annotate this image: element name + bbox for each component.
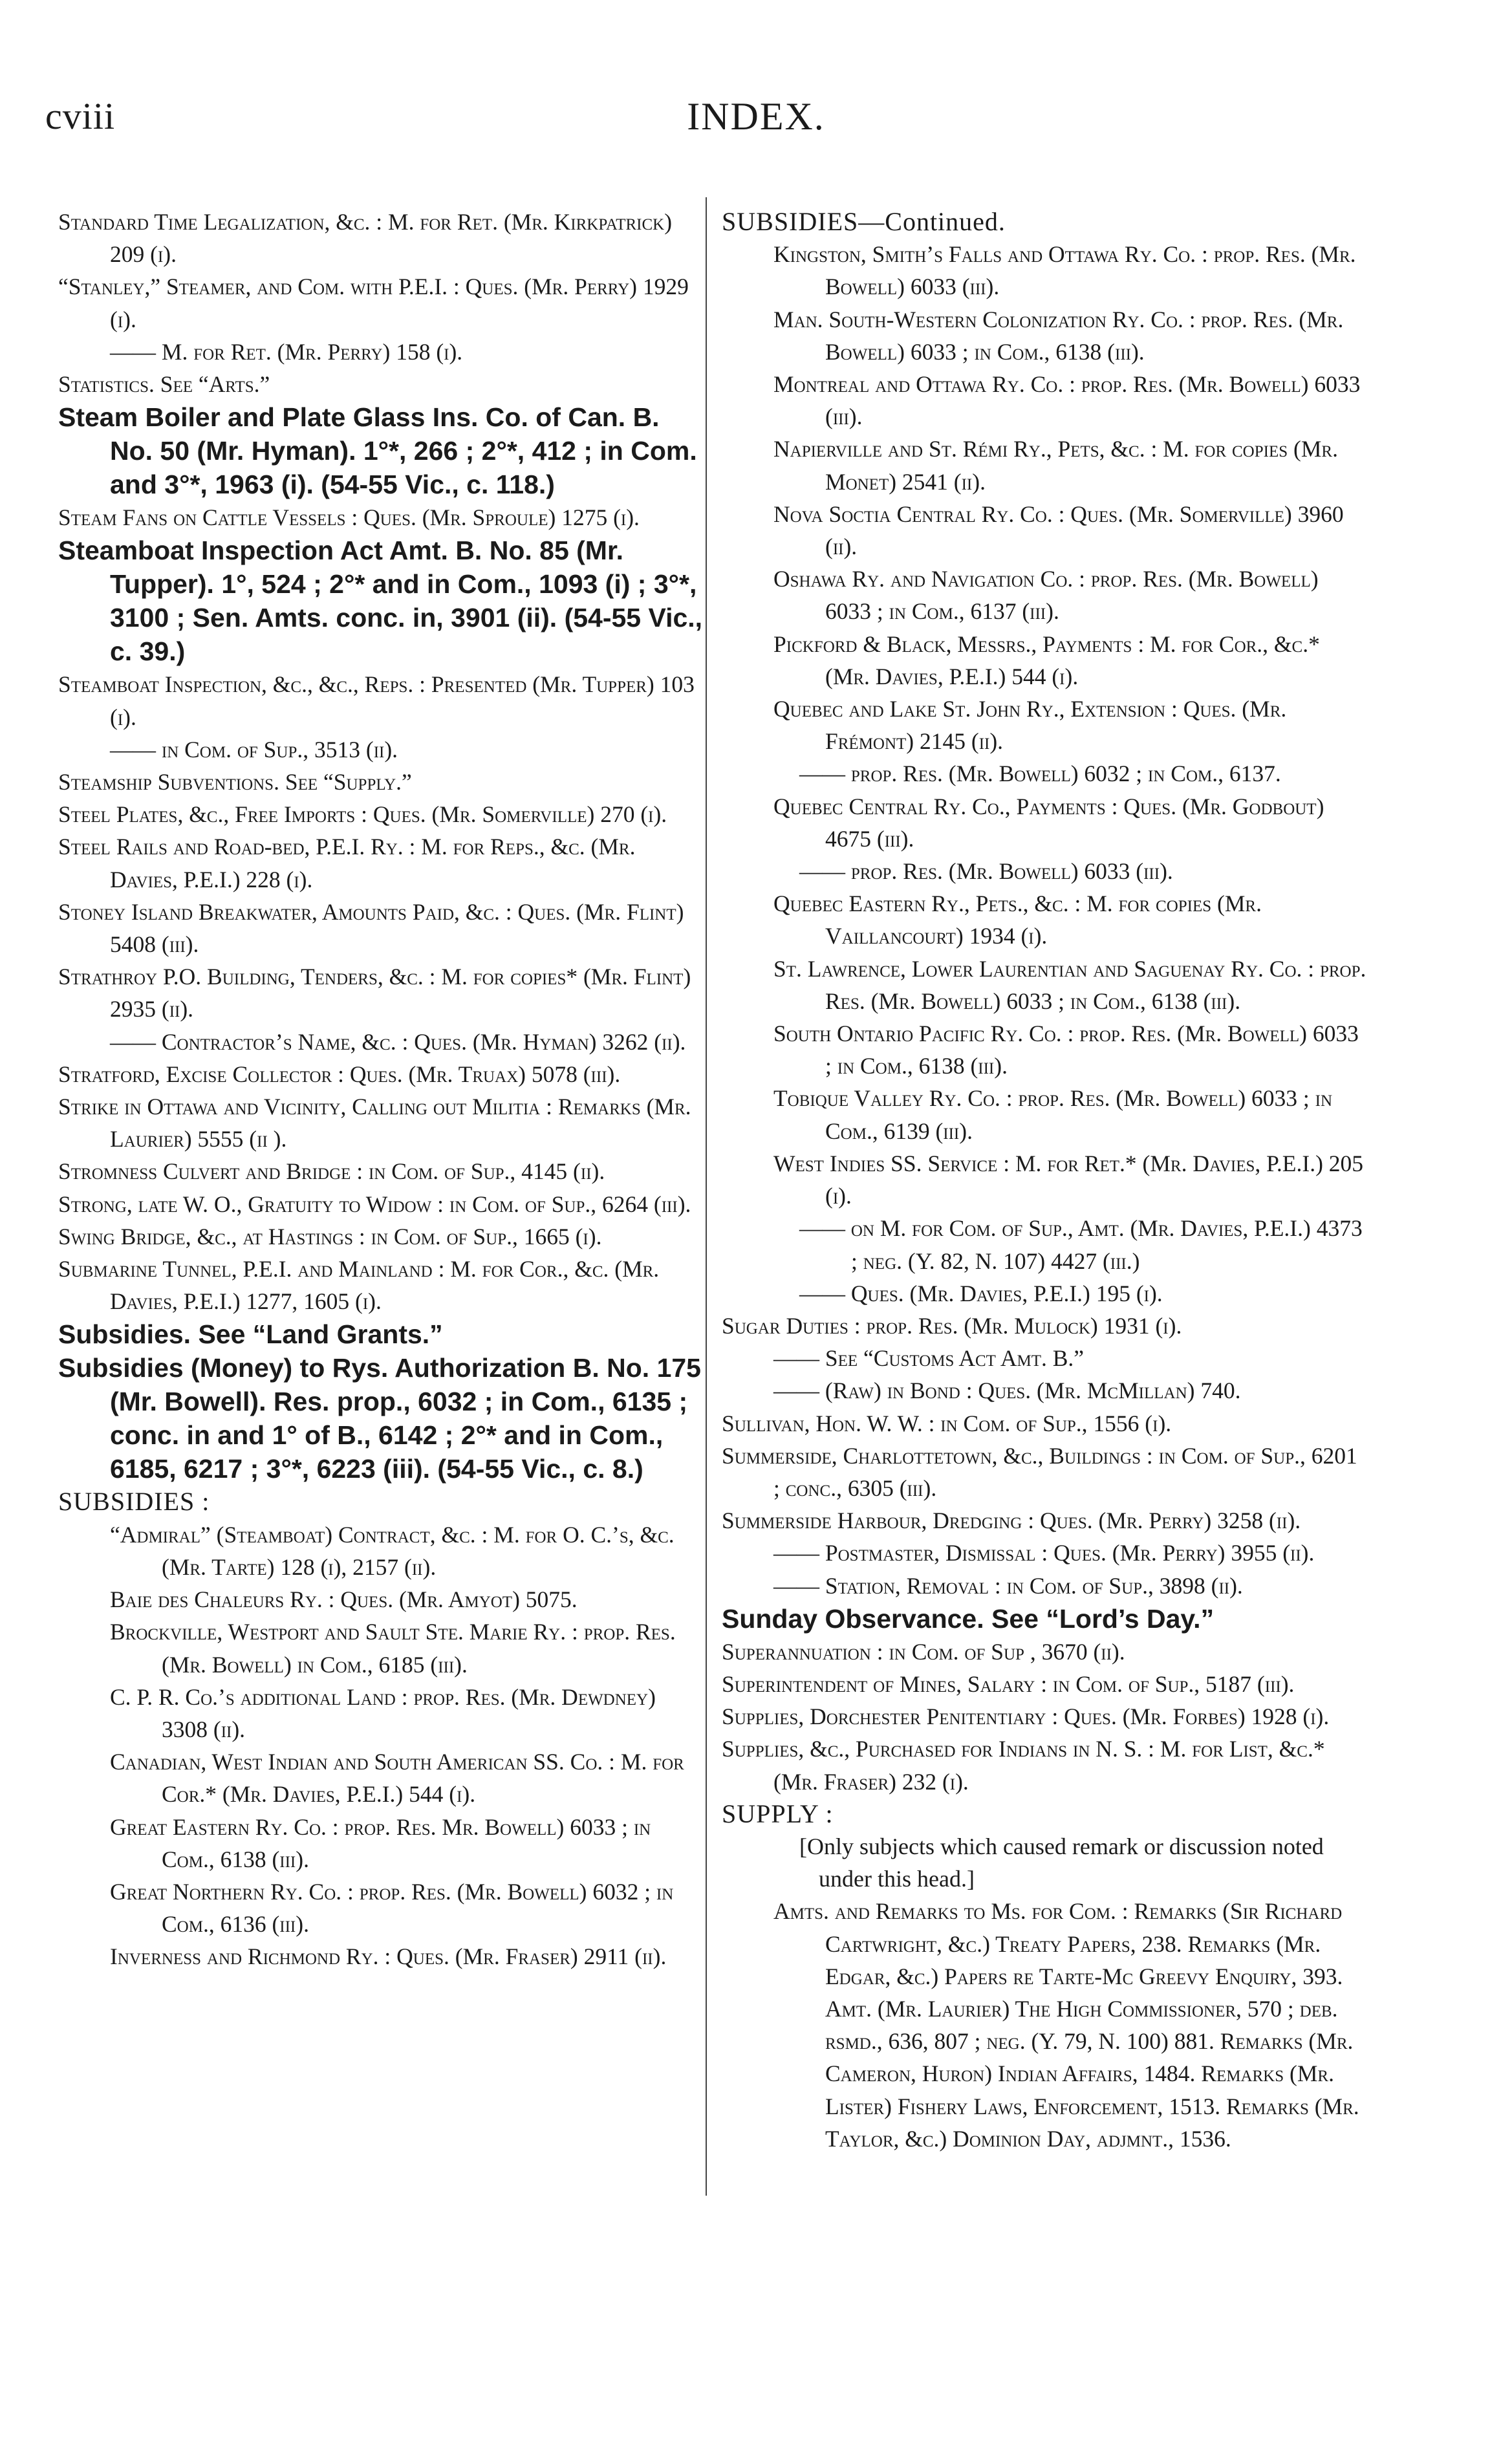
index-entry: Steamship Subventions. See “Supply.” — [58, 769, 412, 795]
index-entry: —— Station, Removal : in Com. of Sup., 3898 (ii). — [773, 1572, 1243, 1599]
index-entry: —— Postmaster, Dismissal : Ques. (Mr. Perry) 3955 (ii). — [773, 1540, 1315, 1566]
index-entry: Inverness and Richmond Ry. : Ques. (Mr. Fraser) 2911 (ii). — [110, 1943, 667, 1970]
index-entry: Standard Time Legalization, &c. : M. for Ret. (Mr. Kirkpatrick) 209 (i). — [58, 209, 673, 268]
index-entry: Great Eastern Ry. Co. : prop. Res. Mr. Bowell) 6033 ; in Com., 6138 (iii). — [110, 1813, 651, 1872]
index-entry: Quebec Eastern Ry., Pets., &c. : M. for copies (Mr. Vaillancourt) 1934 (i). — [773, 891, 1262, 949]
index-entry: Steamboat Inspection, &c., &c., Reps. : Presented (Mr. Tupper) 103 (i). — [58, 671, 695, 730]
index-entry: Subsidies. See “Land Grants.” — [58, 1319, 443, 1350]
index-entry: —— on M. for Com. of Sup., Amt. (Mr. Davies, P.E.I.) 4373 ; neg. (Y. 82, N. 107) 4427 (iii.) — [799, 1215, 1363, 1274]
index-entry: —— M. for Ret. (Mr. Perry) 158 (i). — [110, 338, 463, 365]
index-entry: Subsidies (Money) to Rys. Authorization B. No. 175 (Mr. Bowell). Res. prop., 6032 ; in Com., 6135 ; conc. in and 1° of B., 6142 ; 2°* and in Com., 6185, 6217 ; 3°*, 6223 (iii). (54-55 Vic., c. 8.) — [58, 1353, 701, 1484]
index-entry: Great Northern Ry. Co. : prop. Res. (Mr. Bowell) 6032 ; in Com., 6136 (iii). — [110, 1878, 674, 1938]
index-entry: Sugar Duties : prop. Res. (Mr. Mulock) 1931 (i). — [722, 1312, 1182, 1339]
index-entry: Steel Rails and Road-bed, P.E.I. Ry. : M. for Reps., &c. (Mr. Davies, P.E.I.) 228 (i). — [58, 834, 636, 892]
index-entry: Stromness Culvert and Bridge : in Com. of Sup., 4145 (ii). — [58, 1158, 605, 1185]
index-entry: Oshawa Ry. and Navigation Co. : prop. Res. (Mr. Bowell) 6033 ; in Com., 6137 (iii). — [773, 566, 1319, 625]
index-entry: —— prop. Res. (Mr. Bowell) 6032 ; in Com., 6137. — [799, 761, 1281, 787]
index-entry: [Only subjects which caused remark or discussion noted under this head.] — [799, 1833, 1324, 1892]
index-entry: Sullivan, Hon. W. W. : in Com. of Sup., 1556 (i). — [722, 1410, 1172, 1436]
index-entry: —— Ques. (Mr. Davies, P.E.I.) 195 (i). — [799, 1280, 1163, 1306]
index-entry: Steamboat Inspection Act Amt. B. No. 85 (Mr. Tupper). 1°, 524 ; 2°* and in Com., 1093 (i) ; 3°*, 3100 ; Sen. Amts. conc. in, 3901 (ii). (54-55 Vic., c. 39.) — [58, 535, 703, 667]
index-entry: C. P. R. Co.’s additional Land : prop. Res. (Mr. Dewdney) 3308 (ii). — [110, 1683, 656, 1742]
index-entry: Napierville and St. Rémi Ry., Pets, &c. : M. for copies (Mr. Monet) 2541 (ii). — [773, 436, 1338, 495]
column-divider — [706, 197, 707, 2196]
page-number: cviii — [45, 95, 116, 137]
index-entry: Superintendent of Mines, Salary : in Com. of Sup., 5187 (iii). — [722, 1671, 1295, 1697]
index-entry: Sunday Observance. See “Lord’s Day.” — [722, 1603, 1215, 1634]
index-entry: Summerside Harbour, Dredging : Ques. (Mr. Perry) 3258 (ii). — [722, 1508, 1301, 1534]
index-entry: —— (Raw) in Bond : Ques. (Mr. McMillan) 740. — [773, 1378, 1241, 1404]
index-entry: Superannuation : in Com. of Sup , 3670 (ii). — [722, 1638, 1125, 1665]
index-entry: Supplies, &c., Purchased for Indians in N. S. : M. for List, &c.* (Mr. Fraser) 232 (i). — [722, 1736, 1325, 1795]
index-entry: Strike in Ottawa and Vicinity, Calling out Militia : Remarks (Mr. Laurier) 5555 (ii ). — [58, 1094, 691, 1152]
index-entry: Strathroy P.O. Building, Tenders, &c. : M. for copies* (Mr. Flint) 2935 (ii). — [58, 964, 691, 1022]
right-column — [722, 206, 1368, 2155]
index-entry: Summerside, Charlottetown, &c., Buildings : in Com. of Sup., 6201 ; conc., 6305 (iii). — [722, 1442, 1357, 1501]
index-entry: Montreal and Ottawa Ry. Co. : prop. Res. (Mr. Bowell) 6033 (iii). — [773, 371, 1361, 430]
index-entry: Supplies, Dorchester Penitentiary : Ques. (Mr. Forbes) 1928 (i). — [722, 1703, 1330, 1730]
index-entry: South Ontario Pacific Ry. Co. : prop. Res. (Mr. Bowell) 6033 ; in Com., 6138 (iii). — [773, 1021, 1359, 1079]
left-column — [58, 206, 705, 1973]
index-entry: Brockville, Westport and Sault Ste. Marie Ry. : prop. Res. (Mr. Bowell) in Com., 6185 (iii). — [110, 1619, 676, 1678]
index-entry: Steel Plates, &c., Free Imports : Ques. (Mr. Somerville) 270 (i). — [58, 801, 667, 828]
index-entry: —— in Com. of Sup., 3513 (ii). — [110, 736, 398, 762]
index-entry: Baie des Chaleurs Ry. : Ques. (Mr. Amyot) 5075. — [110, 1586, 578, 1613]
running-title: INDEX. — [687, 95, 825, 138]
page-header — [0, 94, 1512, 146]
index-entry: Tobique Valley Ry. Co. : prop. Res. (Mr. Bowell) 6033 ; in Com., 6139 (iii). — [773, 1085, 1333, 1144]
index-entry: SUBSIDIES—Continued. — [722, 207, 1006, 236]
index-entry: Steam Fans on Cattle Vessels : Ques. (Mr. Sproule) 1275 (i). — [58, 504, 640, 531]
index-entry: Canadian, West Indian and South American SS. Co. : M. for Cor.* (Mr. Davies, P.E.I.) 544 (i). — [110, 1749, 684, 1808]
index-entry: Quebec and Lake St. John Ry., Extension : Ques. (Mr. Frémont) 2145 (ii). — [773, 696, 1287, 755]
index-entry: Submarine Tunnel, P.E.I. and Mainland : M. for Cor., &c. (Mr. Davies, P.E.I.) 1277, 1605 (i). — [58, 1256, 660, 1315]
index-entry: —— prop. Res. (Mr. Bowell) 6033 (iii). — [799, 858, 1173, 885]
index-entry: —— Contractor’s Name, &c. : Ques. (Mr. Hyman) 3262 (ii). — [110, 1028, 686, 1055]
index-entry: Statistics. See “Arts.” — [58, 371, 270, 398]
index-entry: “Stanley,” Steamer, and Com. with P.E.I. : Ques. (Mr. Perry) 1929 (i). — [58, 274, 689, 332]
index-entry: Steam Boiler and Plate Glass Ins. Co. of Can. B. No. 50 (Mr. Hyman). 1°*, 266 ; 2°*, 412 ; in Com. and 3°*, 1963 (i). (54-55 Vic., c. 118.) — [58, 402, 697, 500]
index-entry: St. Lawrence, Lower Laurentian and Saguenay Ry. Co. : prop. Res. (Mr. Bowell) 6033 ; in Com., 6138 (iii). — [773, 955, 1366, 1014]
index-entry: Nova Soctia Central Ry. Co. : Ques. (Mr. Somerville) 3960 (ii). — [773, 501, 1344, 560]
index-entry: —— See “Customs Act Amt. B.” — [773, 1345, 1085, 1372]
index-entry: Man. South-Western Colonization Ry. Co. : prop. Res. (Mr. Bowell) 6033 ; in Com., 6138 (iii). — [773, 306, 1344, 365]
index-entry: Pickford & Black, Messrs., Payments : M. for Cor., &c.* (Mr. Davies, P.E.I.) 544 (i). — [773, 631, 1320, 689]
index-entry: Swing Bridge, &c., at Hastings : in Com. of Sup., 1665 (i). — [58, 1223, 602, 1249]
index-entry: Stratford, Excise Collector : Ques. (Mr. Truax) 5078 (iii). — [58, 1061, 621, 1087]
index-entry: Quebec Central Ry. Co., Payments : Ques. (Mr. Godbout) 4675 (iii). — [773, 793, 1324, 852]
index-entry: West Indies SS. Service : M. for Ret.* (Mr. Davies, P.E.I.) 205 (i). — [773, 1150, 1364, 1209]
index-entry: Strong, late W. O., Gratuity to Widow : in Com. of Sup., 6264 (iii). — [58, 1191, 691, 1217]
index-entry: SUPPLY : — [722, 1799, 834, 1828]
index-entry: Stoney Island Breakwater, Amounts Paid, &c. : Ques. (Mr. Flint) 5408 (iii). — [58, 898, 684, 958]
index-entry: Kingston, Smith’s Falls and Ottawa Ry. Co. : prop. Res. (Mr. Bowell) 6033 (iii). — [773, 241, 1356, 300]
index-entry: “Admiral” (Steamboat) Contract, &c. : M. for O. C.’s, &c. (Mr. Tarte) 128 (i), 2157 (ii). — [110, 1521, 675, 1580]
index-entry: SUBSIDIES : — [58, 1487, 210, 1517]
index-entry: Amts. and Remarks to Ms. for Com. : Remarks (Sir Richard Cartwright, &c.) Treaty Papers, 238. Remarks (Mr. Edgar, &c.) Papers re Tarte-Mc Greevy Enquiry, 393. Amt. (Mr. Laurier) The High Commissioner, 570 ; deb. rsmd., 636, 807 ; neg. (Y. 79, N. 100) 881. Remarks (Mr. Cameron, Huron) Indian Affairs, 1484. Remarks (Mr. Lister) Fishery Laws, Enforcement, 1513. Remarks (Mr. Taylor, &c.) Dominion Day, adjmnt., 1536. — [773, 1898, 1359, 2152]
